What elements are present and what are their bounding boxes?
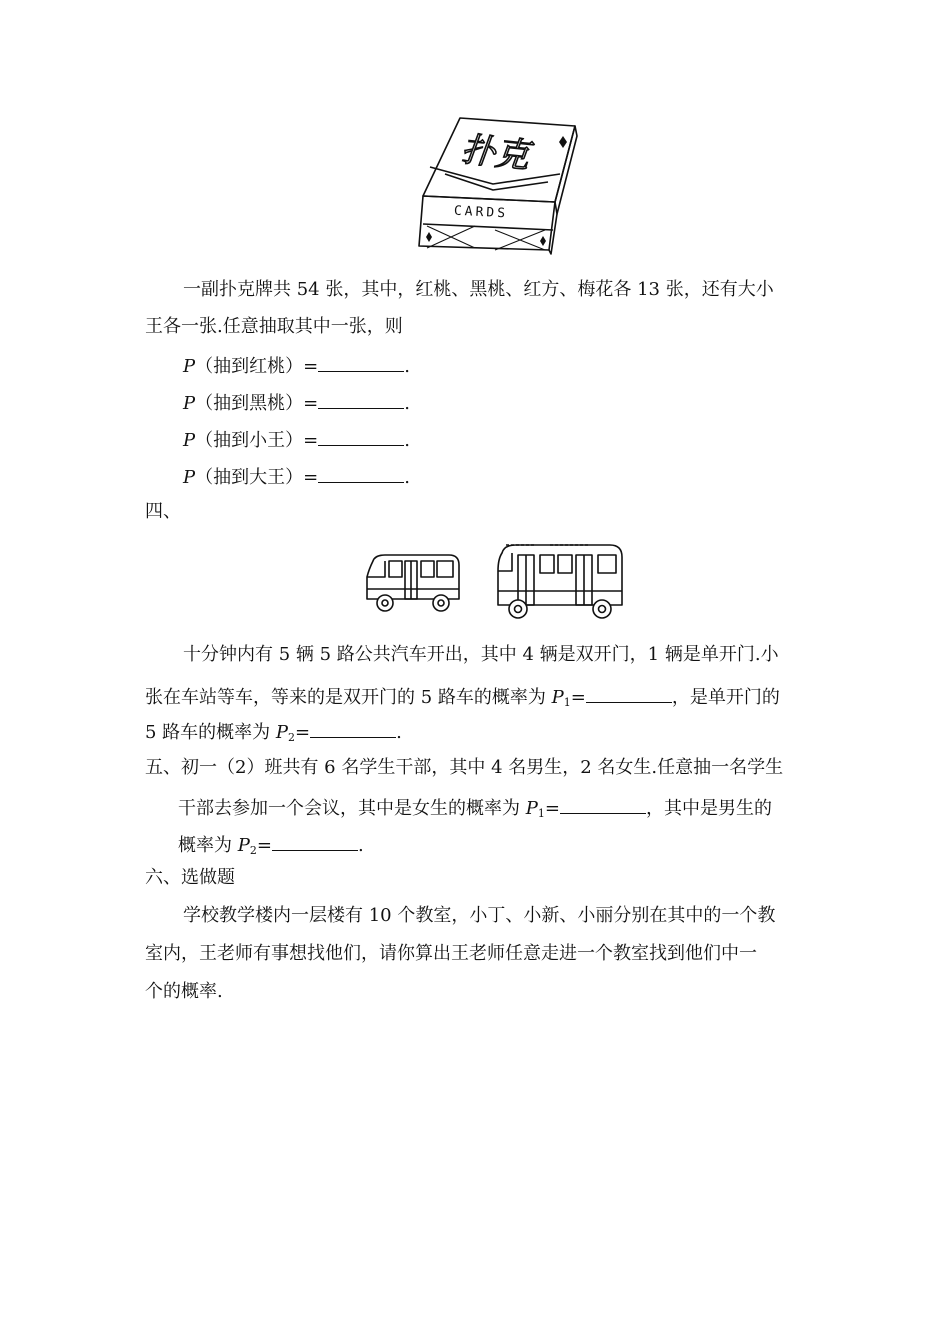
equals-sign: = (570, 687, 586, 708)
question-red-hearts (183, 353, 410, 378)
answer-blank[interactable] (318, 353, 404, 372)
subscript-2: 2 (288, 731, 296, 744)
question-text: （抽到大王）= (195, 467, 319, 488)
bus-line-2 (145, 684, 780, 714)
cards-label-text: CARDS (453, 203, 509, 222)
subscript-1: 1 (537, 807, 545, 820)
section-5-line-2-tail: ，其中是男生的 (645, 798, 772, 819)
small-bus-image (363, 553, 463, 615)
section-5-line-2-text: 干部去参加一个会议，其中是女生的概率为 (178, 798, 526, 819)
answer-blank[interactable] (318, 390, 404, 409)
answer-blank[interactable] (560, 795, 646, 814)
bus-line-2-text: 张在车站等车，等来的是双开门的 5 路车的概率为 (145, 687, 552, 708)
answer-blank[interactable] (272, 832, 358, 851)
equals-sign: = (256, 835, 272, 856)
subscript-1: 1 (563, 696, 571, 709)
probability-symbol: P (551, 687, 564, 708)
probability-symbol: P (237, 835, 250, 856)
section-5-line-2 (178, 795, 772, 825)
section-6-heading: 六、选做题 (145, 867, 235, 888)
question-end: . (404, 393, 410, 414)
section-5-line-1: 五、初一（2）班共有 6 名学生干部，其中 4 名男生，2 名女生.任意抽一名学生 (145, 757, 784, 778)
playing-cards-box-image (415, 112, 585, 257)
section-6-line-1: 学校教学楼内一层楼有 10 个教室，小丁、小新、小丽分别在其中的一个教 (183, 905, 776, 926)
equals-sign: = (544, 798, 560, 819)
subscript-2: 2 (249, 844, 257, 857)
large-bus-image (494, 541, 626, 621)
question-end: . (404, 356, 410, 377)
question-text: （抽到红桃）= (195, 356, 319, 377)
question-small-joker (183, 427, 410, 452)
bus-line-2-tail: ，是单开门的 (671, 687, 780, 708)
probability-symbol: P (183, 393, 196, 414)
section-6-line-2: 室内，王老师有事想找他们，请你算出王老师任意走进一个教室找到他们中一 (145, 943, 757, 964)
question-big-joker (183, 464, 410, 489)
equals-sign: = (295, 722, 311, 743)
probability-symbol: P (183, 356, 196, 377)
intro-line-1: 一副扑克牌共 54 张，其中，红桃、黑桃、红方、梅花各 13 张，还有大小 (183, 279, 774, 300)
bus-line-3-end: . (396, 722, 402, 743)
section-6-line-3: 个的概率. (145, 981, 223, 1002)
probability-symbol: P (275, 722, 289, 743)
question-end: . (404, 467, 410, 488)
bus-line-3-text: 5 路车的概率为 (145, 722, 276, 743)
question-spades (183, 390, 410, 415)
section-5-line-3-end: . (357, 835, 364, 856)
question-text: （抽到小王）= (195, 430, 319, 451)
question-text: （抽到黑桃）= (195, 393, 319, 414)
answer-blank[interactable] (310, 719, 396, 738)
answer-blank[interactable] (318, 464, 404, 483)
probability-symbol: P (183, 430, 196, 451)
section-5-line-3 (178, 832, 364, 862)
probability-symbol: P (525, 798, 538, 819)
answer-blank[interactable] (318, 427, 404, 446)
intro-line-2: 王各一张.任意抽取其中一张，则 (145, 316, 403, 337)
question-end: . (404, 430, 410, 451)
answer-blank[interactable] (586, 684, 672, 703)
bus-line-1: 十分钟内有 5 辆 5 路公共汽车开出，其中 4 辆是双开门，1 辆是单开门.小 (183, 644, 779, 665)
section-4-heading: 四、 (145, 501, 181, 522)
section-5-line-3-text: 概率为 (178, 835, 238, 856)
probability-symbol: P (183, 467, 196, 488)
cards-logo-text: 扑克 (459, 129, 532, 177)
bus-line-3 (145, 719, 402, 749)
